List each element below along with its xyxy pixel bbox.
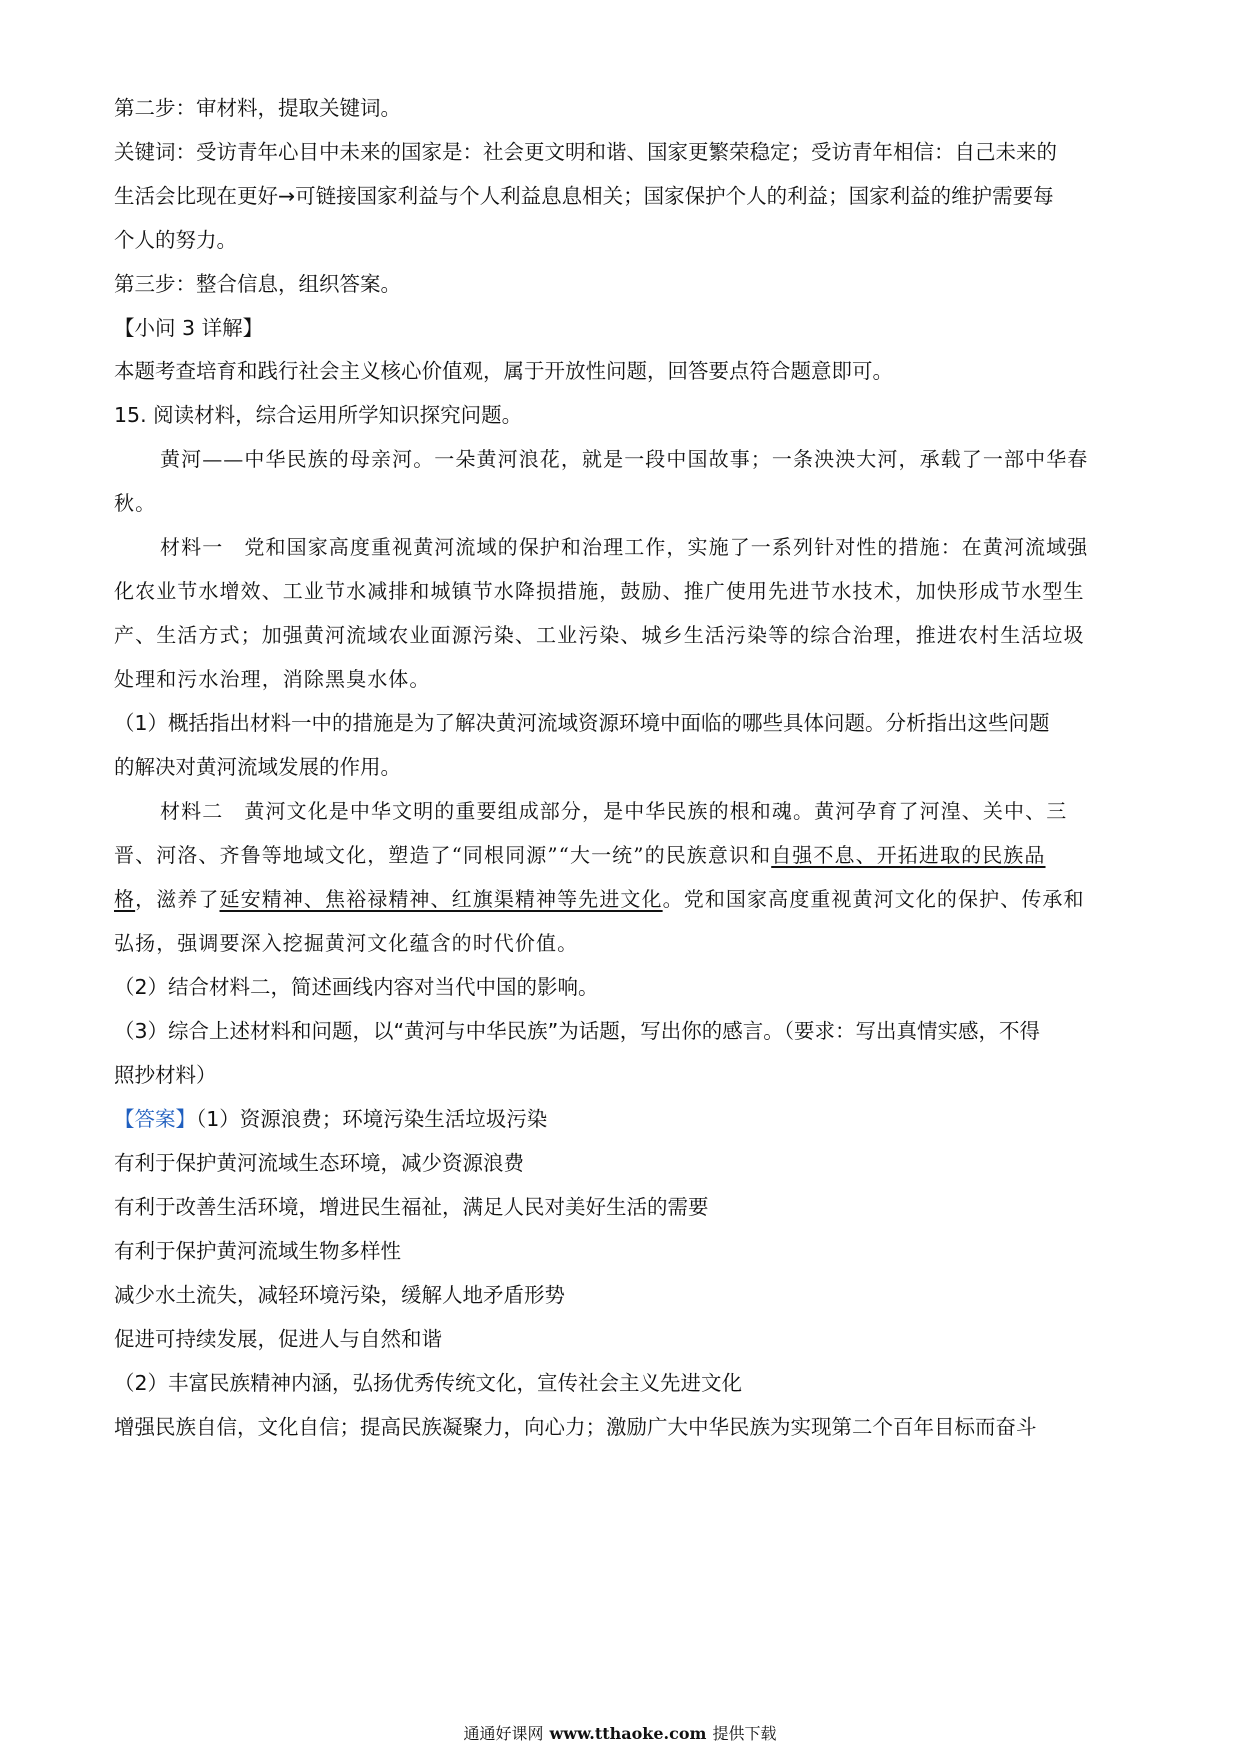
material-two-text: 晋、河洛、齐鲁等地域文化，塑造了“同根同源”“大一统”的民族意识和 — [114, 843, 772, 867]
sub-question-1: （1）概括指出材料一中的措施是为了解决黄河流域资源环境中面临的哪些具体问题。分析指出这些问题 — [114, 711, 1050, 735]
answer-text: （1）资源浪费；环境污染生活垃圾污染 — [196, 1107, 548, 1131]
text-line: 第二步：审材料，提取关键词。 — [114, 96, 401, 120]
answer-line: 有利于改善生活环境，增进民生福祉，满足人民对美好生活的需要 — [114, 1195, 709, 1219]
sub-question-3: （3）综合上述材料和问题，以“黄河与中华民族”为话题，写出你的感言。（要求：写出真情实感，不得 — [114, 1019, 1041, 1043]
sub-question-2: （2）结合材料二，简述画线内容对当代中国的影响。 — [114, 975, 599, 999]
footer-url[interactable]: www.tthaoke.com — [549, 1724, 707, 1743]
text-line: 本题考查培育和践行社会主义核心价值观，属于开放性问题，回答要点符合题意即可。 — [114, 359, 893, 383]
footer-suffix: 提供下载 — [712, 1724, 777, 1743]
material-intro-line: 黄河——中华民族的母亲河。一朵黄河浪花，就是一段中国故事；一条泱泱大河，承载了一部中华春 — [160, 447, 1089, 471]
text-line: 生活会比现在更好→可链接国家利益与个人利益息息相关；国家保护个人的利益；国家利益的维护需要每 — [114, 184, 1054, 208]
underlined-text: 自强不息、开拓进取的民族品 — [771, 843, 1046, 867]
sub-question-1: 的解决对黄河流域发展的作用。 — [114, 755, 401, 779]
sub-question-3: 照抄材料） — [114, 1063, 217, 1087]
answer-line: （2）丰富民族精神内涵，弘扬优秀传统文化，宣传社会主义先进文化 — [114, 1371, 743, 1395]
material-two-line: 材料二 黄河文化是中华文明的重要组成部分，是中华民族的根和魂。黄河孕育了河湟、关中、三 — [160, 799, 1068, 823]
material-two-text: 。党和国家高度重视黄河文化的保护、传承和 — [662, 887, 1085, 911]
material-two-line — [114, 885, 1085, 913]
material-one-line: 材料一 党和国家高度重视黄河流域的保护和治理工作，实施了一系列针对性的措施：在黄河流域强 — [160, 535, 1089, 559]
text-line: 第三步：整合信息，组织答案。 — [114, 272, 401, 296]
answer-line: 增强民族自信，文化自信；提高民族凝聚力，向心力；激励广大中华民族为实现第二个百年目标而奋斗 — [114, 1415, 1037, 1439]
footer-site-name: 通通好课网 — [463, 1724, 544, 1743]
answer-line — [114, 1105, 547, 1133]
text-line: 关键词：受访青年心目中未来的国家是：社会更文明和谐、国家更繁荣稳定；受访青年相信：自己未来的 — [114, 140, 1057, 164]
answer-line: 有利于保护黄河流域生物多样性 — [114, 1239, 401, 1263]
answer-line: 促进可持续发展，促进人与自然和谐 — [114, 1327, 442, 1351]
underlined-text: 格 — [114, 887, 136, 911]
material-intro-line: 秋。 — [114, 491, 157, 515]
answer-line: 有利于保护黄河流域生态环境，减少资源浪费 — [114, 1151, 524, 1175]
material-two-line: 弘扬，强调要深入挖掘黄河文化蕴含的时代价值。 — [114, 931, 579, 955]
material-one-line: 产、生活方式；加强黄河流域农业面源污染、工业污染、城乡生活污染等的综合治理，推进农村生活垃圾 — [114, 623, 1085, 647]
material-one-line: 处理和污水治理，消除黑臭水体。 — [114, 667, 431, 691]
text-line: 个人的努力。 — [114, 228, 237, 252]
section-heading: 【小问 3 详解】 — [114, 316, 264, 340]
material-one-line: 化农业节水增效、工业节水减排和城镇节水降损措施，鼓励、推广使用先进节水技术，加快形成节水型生 — [114, 579, 1085, 603]
material-two-text: ，滋养了 — [135, 887, 220, 911]
answer-label: 【答案】 — [114, 1107, 196, 1131]
underlined-text: 延安精神、焦裕禄精神、红旗渠精神等先进文化 — [219, 887, 663, 911]
question-title: 15. 阅读材料，综合运用所学知识探究问题。 — [114, 403, 523, 427]
page-footer — [0, 1722, 1240, 1746]
answer-line: 减少水土流失，减轻环境污染，缓解人地矛盾形势 — [114, 1283, 565, 1307]
material-two-line — [114, 841, 1046, 869]
